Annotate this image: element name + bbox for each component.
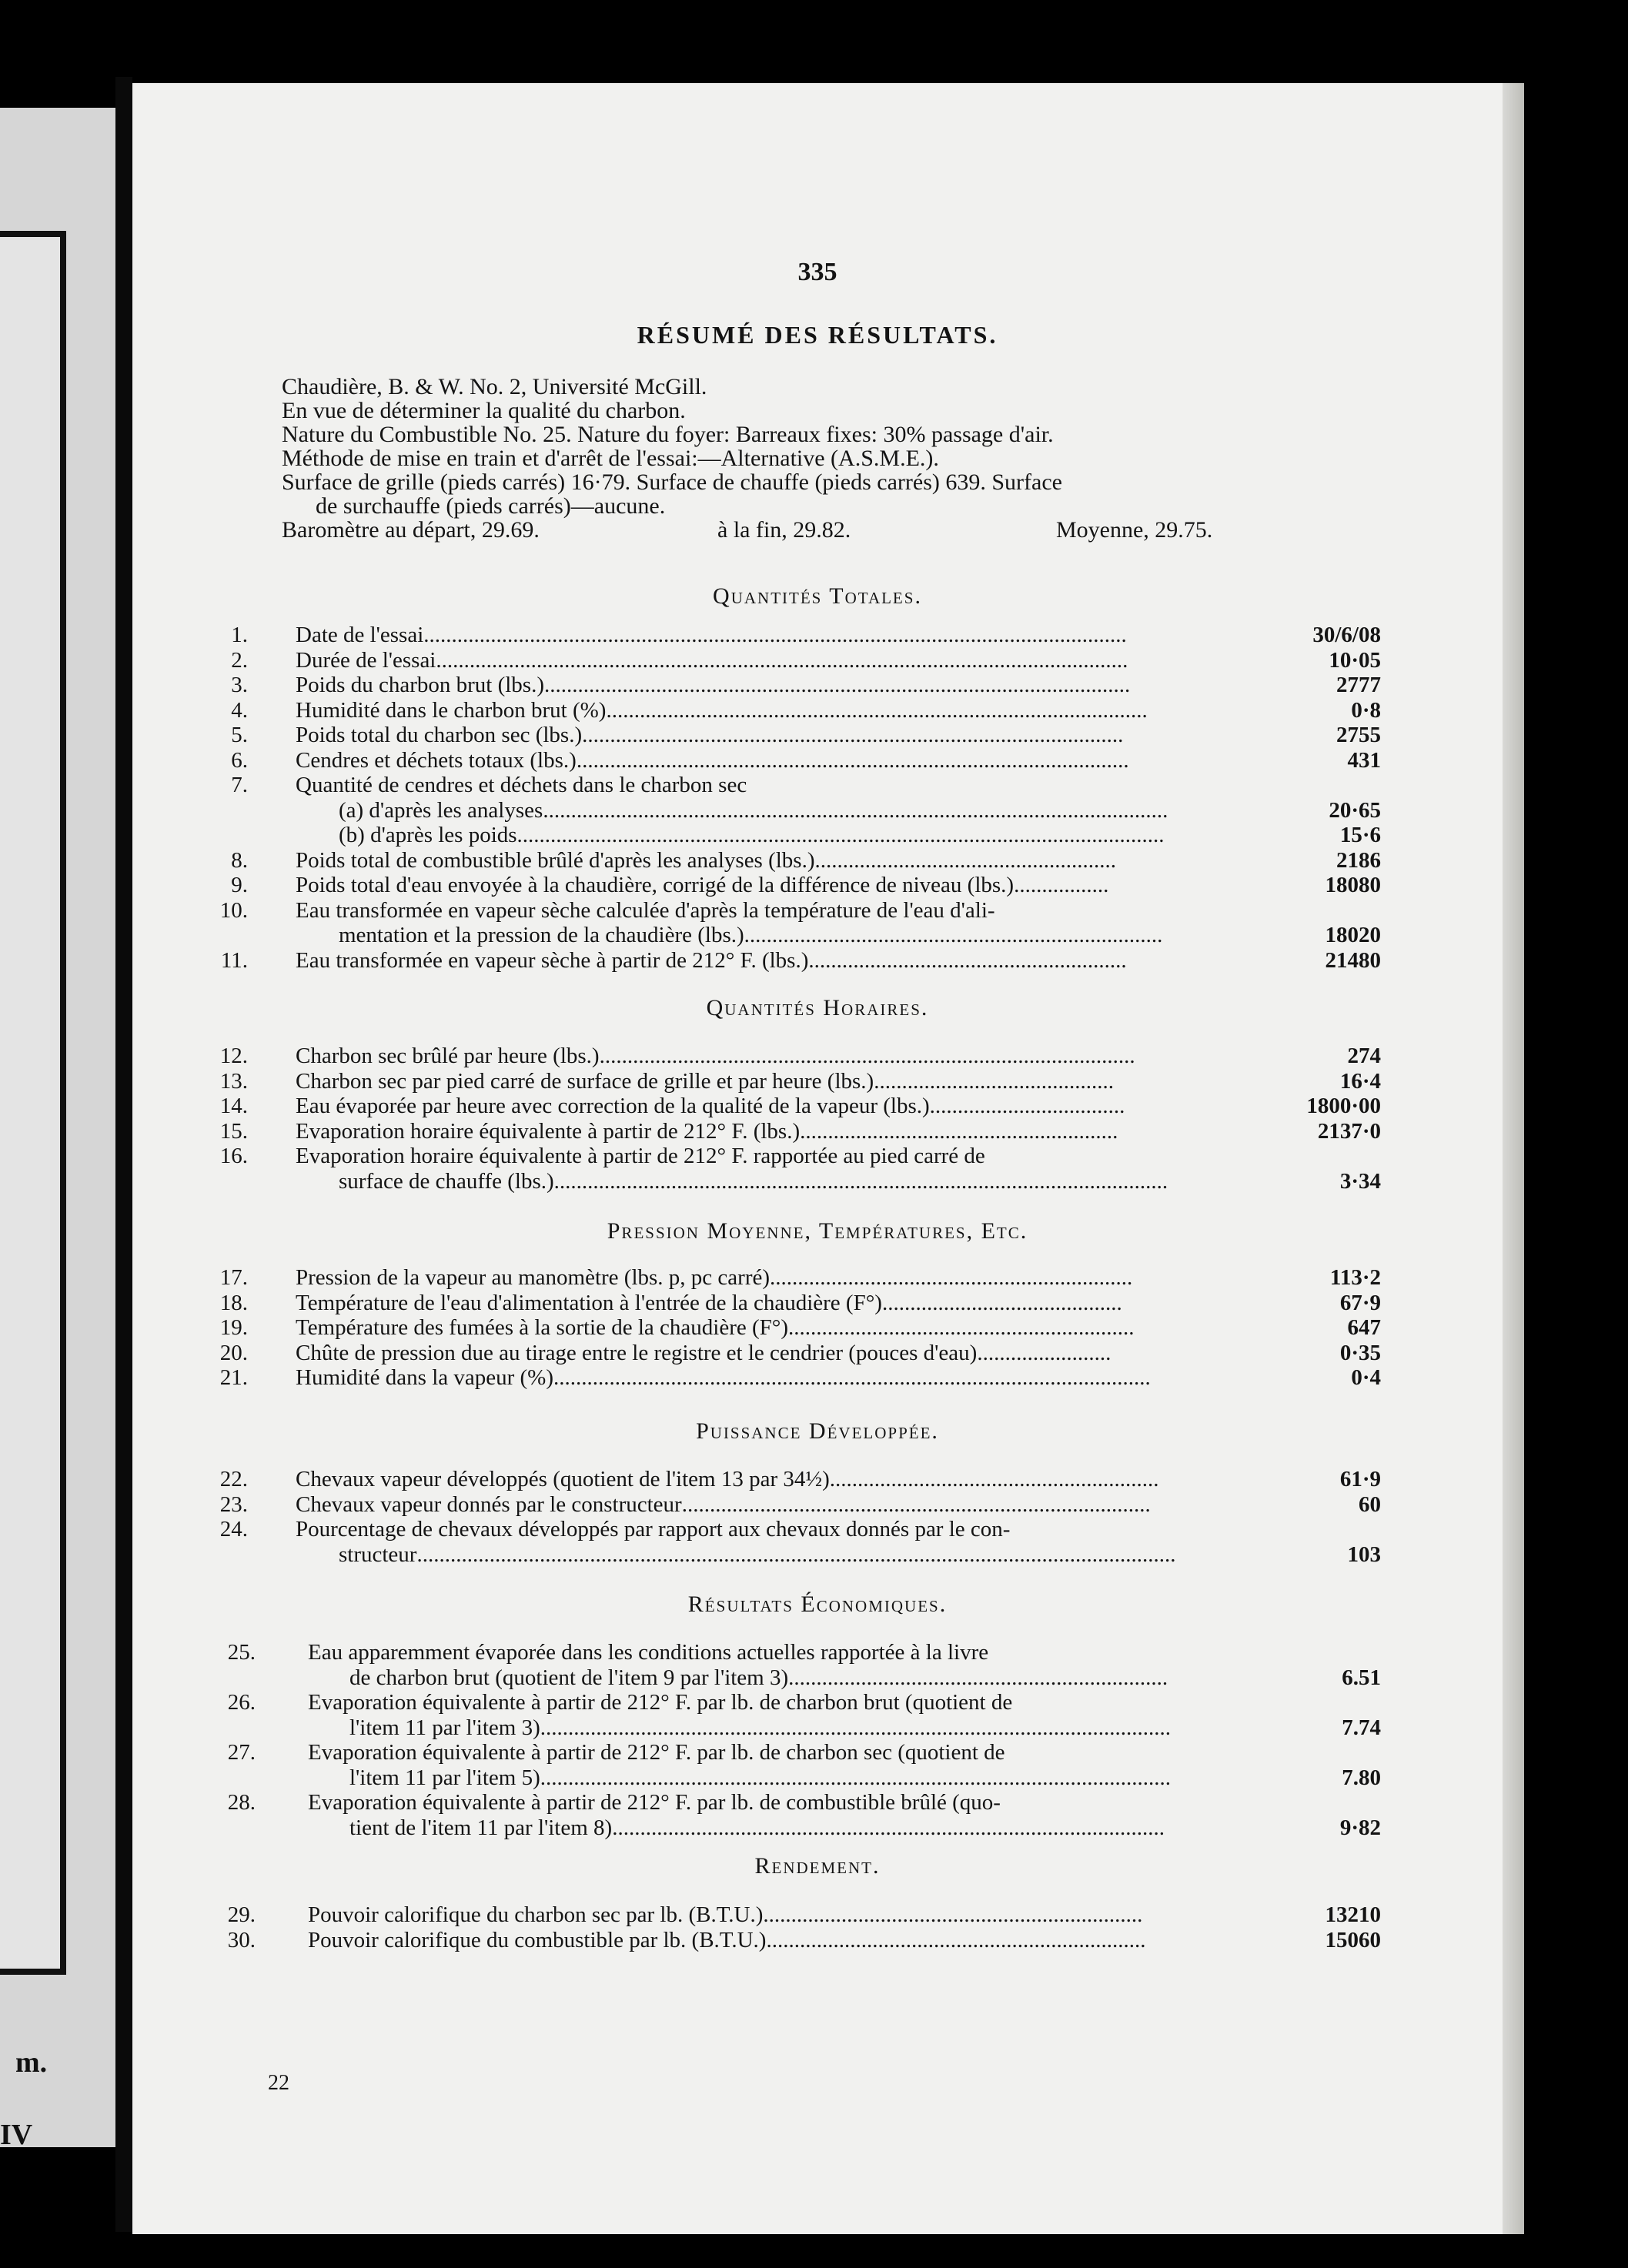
item-label — [296, 1290, 1122, 1316]
dot-leader: .................................................................... — [788, 1665, 1168, 1690]
item-value: 1800·00 — [1306, 1094, 1381, 1118]
item-label — [296, 1340, 1111, 1366]
intro-line: Méthode de mise en train et d'arrêt de l'essai:—Alternative (A.S.M.E.). — [282, 446, 939, 471]
item-label-text: surface de chauffe (lbs.) — [339, 1168, 554, 1194]
item-number: 13. — [219, 1068, 248, 1094]
item-label-text: Humidité dans la vapeur (%) — [296, 1365, 554, 1390]
dot-leader: ......................................................... — [808, 947, 1127, 973]
item-value: 30/6/08 — [1312, 623, 1381, 647]
dot-leader: ................................................................................................... — [576, 747, 1129, 773]
item-label-text: Eau apparemment évaporée dans les conditions actuelles rapportée à la livre — [308, 1640, 989, 1665]
item-label-text: Evaporation équivalente à partir de 212° F. par lb. de charbon sec (quotient de — [308, 1740, 1005, 1765]
item-label-text: mentation et la pression de la chaudière (lbs.) — [339, 923, 744, 947]
item-label — [308, 1902, 1142, 1928]
item-number: 22. — [219, 1467, 248, 1491]
item-label-text: Température des fumées à la sortie de la chaudière (F°) — [296, 1315, 789, 1340]
item-label — [296, 1143, 985, 1169]
item-value: 113·2 — [1329, 1265, 1381, 1290]
item-value: 6.51 — [1342, 1665, 1381, 1690]
dot-leader: ......................................................................................................... — [544, 673, 1131, 697]
item-label — [296, 947, 1127, 974]
item-number: 30. — [227, 1927, 256, 1952]
adjacent-page-fragment: m. — [15, 2046, 48, 2079]
dot-leader: .................................................................................... — [681, 1491, 1151, 1517]
item-label — [308, 1927, 1145, 1953]
intro-line: En vue de déterminer la qualité du charbon. — [282, 398, 686, 423]
dot-leader: ................................................................................................ — [599, 1044, 1135, 1068]
dot-leader: ........................................................................... — [744, 923, 1163, 947]
dot-leader: ........................................... — [881, 1290, 1122, 1315]
item-value: 2777 — [1336, 673, 1381, 697]
item-number: 25. — [227, 1640, 256, 1665]
item-value: 61·9 — [1339, 1467, 1381, 1491]
item-label-text: (b) d'après les poids — [339, 823, 517, 847]
dot-leader: ................................................................................................................. — [540, 1715, 1172, 1740]
item-label-text: Pourcentage de chevaux développés par rapport aux chevaux donnés par le con- — [296, 1517, 1011, 1542]
item-label-text: Chûte de pression due au tirage entre le registre et le cendrier (pouces d'eau) — [296, 1340, 978, 1365]
item-number: 4. — [231, 697, 248, 723]
item-number: 27. — [227, 1740, 256, 1765]
item-label-text: Date de l'essai — [296, 623, 424, 647]
item-label — [339, 822, 1165, 848]
intro-line: Nature du Combustible No. 25. Nature du foyer: Barreaux fixes: 30% passage d'air. — [282, 422, 1054, 447]
barometer-end: à la fin, 29.82. — [717, 517, 851, 543]
item-value: 0·4 — [1351, 1365, 1381, 1390]
item-label — [296, 897, 995, 924]
dot-leader: ................................................................................................... — [612, 1815, 1165, 1840]
intro-line: de surchauffe (pieds carrés)—aucune. — [316, 493, 666, 519]
item-number: 21. — [219, 1365, 248, 1390]
item-label — [339, 797, 1168, 823]
item-value: 15·6 — [1339, 823, 1381, 847]
page-title: RÉSUMÉ DES RÉSULTATS. — [637, 321, 998, 349]
item-label-text: Charbon sec par pied carré de surface de grille et par heure (lbs.) — [296, 1068, 874, 1094]
item-value: 103 — [1347, 1542, 1381, 1567]
item-label — [308, 1789, 1001, 1815]
item-label-text: structeur — [339, 1542, 417, 1567]
section-title: Pression Moyenne, Températures, Etc. — [607, 1218, 1028, 1244]
item-label-text: Chevaux vapeur donnés par le constructeur — [296, 1491, 682, 1517]
item-label — [296, 647, 1128, 673]
item-value: 0·35 — [1339, 1340, 1381, 1365]
intro-line: Surface de grille (pieds carrés) 16·79. Surface de chauffe (pieds carrés) 639. Surface — [282, 469, 1062, 495]
item-label-text: l'item 11 par l'item 3) — [349, 1715, 540, 1740]
item-number: 14. — [219, 1094, 248, 1118]
dot-leader: ........................................................................................................... — [553, 1365, 1151, 1390]
item-label — [349, 1715, 1171, 1741]
item-label-text: Evaporation équivalente à partir de 212° F. par lb. de combustible brûlé (quo- — [308, 1790, 1001, 1815]
item-value: 10·05 — [1329, 647, 1381, 673]
item-number: 7. — [231, 773, 248, 797]
item-label-text: Poids total de combustible brûlé d'après les analyses (lbs.) — [296, 847, 815, 873]
item-label-text: Evaporation horaire équivalente à partir de 212° F. rapportée au pied carré de — [296, 1144, 985, 1168]
item-number: 23. — [219, 1491, 248, 1517]
footer-signature: 22 — [268, 2071, 289, 2095]
item-value: 18020 — [1325, 923, 1381, 947]
item-label — [296, 622, 1127, 648]
section-title: Puissance Développée. — [696, 1418, 939, 1444]
item-number: 9. — [231, 873, 248, 897]
item-label — [296, 1118, 1118, 1144]
item-number: 19. — [219, 1315, 248, 1340]
item-label-text: Quantité de cendres et déchets dans le charbon sec — [296, 773, 747, 797]
item-label — [349, 1815, 1165, 1841]
dot-leader: .............................................................................................................................. — [423, 623, 1127, 647]
section-title: Rendement. — [754, 1853, 881, 1879]
item-value: 67·9 — [1339, 1290, 1381, 1315]
item-value: 0·8 — [1351, 697, 1381, 723]
item-value: 15060 — [1325, 1927, 1381, 1952]
dot-leader: ................................................................................................. — [582, 723, 1124, 747]
page-number: 335 — [797, 258, 837, 286]
item-number: 10. — [219, 897, 248, 923]
item-value: 20·65 — [1329, 797, 1381, 823]
barometer-start: Baromètre au départ, 29.69. — [282, 517, 540, 543]
item-number: 20. — [219, 1340, 248, 1365]
item-number: 29. — [227, 1902, 256, 1927]
item-value: 3·34 — [1339, 1168, 1381, 1194]
dot-leader: ................................................................. — [770, 1265, 1133, 1290]
dot-leader: ................................................................................................. — [606, 697, 1148, 723]
dot-leader: .................................................................................................................... — [516, 823, 1165, 847]
adjacent-page-fragment: IV — [0, 2119, 33, 2151]
dot-leader: .................................................................... — [766, 1927, 1146, 1952]
item-number: 24. — [219, 1517, 248, 1542]
dot-leader: .............................................................................................................. — [553, 1168, 1168, 1194]
item-value: 13210 — [1325, 1902, 1381, 1927]
item-value: 21480 — [1325, 947, 1381, 973]
item-label — [308, 1639, 988, 1665]
item-value: 2137·0 — [1317, 1118, 1381, 1144]
dot-leader: .............................................................. — [788, 1315, 1135, 1340]
item-label-text: Poids total d'eau envoyée à la chaudière, corrigé de la différence de niveau (lbs.) — [296, 873, 1015, 897]
document-page — [132, 83, 1524, 2234]
item-number: 6. — [231, 747, 248, 773]
dot-leader: ................................................................................................................ — [543, 797, 1168, 823]
item-number: 16. — [219, 1144, 248, 1168]
item-label-text: Cendres et déchets totaux (lbs.) — [296, 747, 577, 773]
item-value: 2755 — [1336, 723, 1381, 747]
item-label — [296, 872, 1108, 898]
item-label — [296, 1491, 1151, 1518]
item-label-text: Pouvoir calorifique du charbon sec par lb. (B.T.U.) — [308, 1902, 764, 1927]
item-label-text: Eau transformée en vapeur sèche calculée d'après la température de l'eau d'ali- — [296, 897, 995, 923]
item-value: 9·82 — [1339, 1815, 1381, 1840]
dot-leader: ........................................................................................................................................ — [416, 1542, 1176, 1567]
item-value: 7.74 — [1342, 1715, 1381, 1740]
barometer-average: Moyenne, 29.75. — [1056, 517, 1213, 543]
item-label-text: l'item 11 par l'item 5) — [349, 1765, 540, 1790]
item-value: 2186 — [1336, 847, 1381, 873]
item-number: 17. — [219, 1265, 248, 1290]
item-label — [308, 1739, 1005, 1765]
item-label — [296, 697, 1148, 723]
item-label-text: Eau transformée en vapeur sèche à partir de 212° F. (lbs.) — [296, 947, 809, 973]
item-label-text: tient de l'item 11 par l'item 8) — [349, 1815, 613, 1840]
item-number: 26. — [227, 1690, 256, 1715]
item-label — [296, 1364, 1151, 1391]
section-title: Quantités Totales. — [713, 583, 922, 609]
item-label-text: Eau évaporée par heure avec correction de la qualité de la vapeur (lbs.) — [296, 1094, 930, 1118]
item-label-text: Pression de la vapeur au manomètre (lbs. p, pc carré) — [296, 1265, 771, 1290]
item-value: 16·4 — [1339, 1068, 1381, 1094]
item-number: 11. — [220, 947, 248, 973]
item-label-text: de charbon brut (quotient de l'item 9 par l'item 3) — [349, 1665, 789, 1690]
item-label — [296, 847, 1116, 873]
item-label-text: (a) d'après les analyses — [339, 797, 543, 823]
dot-leader: ................. — [1014, 873, 1109, 897]
item-label — [296, 672, 1130, 698]
item-label-text: Poids du charbon brut (lbs.) — [296, 673, 544, 697]
item-label — [296, 1516, 1010, 1542]
item-value: 431 — [1347, 747, 1381, 773]
item-label — [296, 747, 1129, 773]
item-label — [296, 1068, 1114, 1094]
dot-leader: ........................................... — [874, 1068, 1114, 1094]
item-label-text: Charbon sec brûlé par heure (lbs.) — [296, 1044, 600, 1068]
item-label — [296, 722, 1123, 748]
item-label-text: Durée de l'essai — [296, 647, 436, 673]
item-label-text: Evaporation horaire équivalente à partir de 212° F. (lbs.) — [296, 1118, 801, 1144]
item-number: 18. — [219, 1290, 248, 1315]
item-label — [296, 1466, 1159, 1492]
item-number: 3. — [231, 673, 248, 697]
item-label — [339, 1542, 1175, 1568]
page-gutter — [115, 77, 132, 2232]
section-title: Résultats Économiques. — [687, 1592, 948, 1617]
item-label-text: Humidité dans le charbon brut (%) — [296, 697, 607, 723]
item-number: 28. — [227, 1790, 256, 1815]
item-number: 2. — [231, 647, 248, 673]
item-label — [308, 1689, 1012, 1715]
item-value: 18080 — [1325, 873, 1381, 897]
adjacent-page-frame — [0, 231, 66, 1975]
item-label — [296, 1093, 1125, 1119]
item-number: 15. — [219, 1118, 248, 1144]
item-label-text: Poids total du charbon sec (lbs.) — [296, 723, 583, 747]
item-label-text: Evaporation équivalente à partir de 212° F. par lb. de charbon brut (quotient de — [308, 1690, 1013, 1715]
item-label — [296, 1314, 1135, 1341]
dot-leader: ........................................................... — [829, 1467, 1159, 1491]
item-number: 5. — [231, 723, 248, 747]
item-value: 647 — [1347, 1315, 1381, 1340]
item-label — [296, 1043, 1135, 1069]
dot-leader: ................................................................................................................. — [540, 1765, 1172, 1790]
item-label — [339, 1168, 1168, 1194]
intro-line: Chaudière, B. & W. No. 2, Université McGill. — [282, 374, 707, 399]
item-label — [296, 1264, 1132, 1291]
item-label — [349, 1765, 1171, 1791]
item-label — [296, 772, 747, 798]
dot-leader: ................................... — [929, 1094, 1125, 1118]
item-label — [349, 1665, 1168, 1691]
item-number: 8. — [231, 847, 248, 873]
item-label-text: Chevaux vapeur développés (quotient de l'item 13 par 34½) — [296, 1467, 830, 1491]
item-value: 274 — [1347, 1044, 1381, 1068]
item-value: 60 — [1359, 1491, 1381, 1517]
page-edge — [1503, 83, 1524, 2234]
dot-leader: ............................................................................................................................ — [436, 647, 1128, 673]
dot-leader: ...................................................... — [814, 847, 1117, 873]
item-value: 7.80 — [1342, 1765, 1381, 1790]
item-label — [339, 922, 1162, 948]
section-title: Quantités Horaires. — [706, 995, 929, 1020]
dot-leader: .................................................................... — [763, 1902, 1143, 1927]
item-number: 12. — [219, 1044, 248, 1068]
item-label-text: Température de l'eau d'alimentation à l'entrée de la chaudière (F°) — [296, 1290, 882, 1315]
item-number: 1. — [231, 623, 248, 647]
dot-leader: ........................ — [977, 1340, 1112, 1365]
dot-leader: ......................................................... — [800, 1118, 1118, 1144]
item-label-text: Pouvoir calorifique du combustible par lb. (B.T.U.) — [308, 1927, 767, 1952]
